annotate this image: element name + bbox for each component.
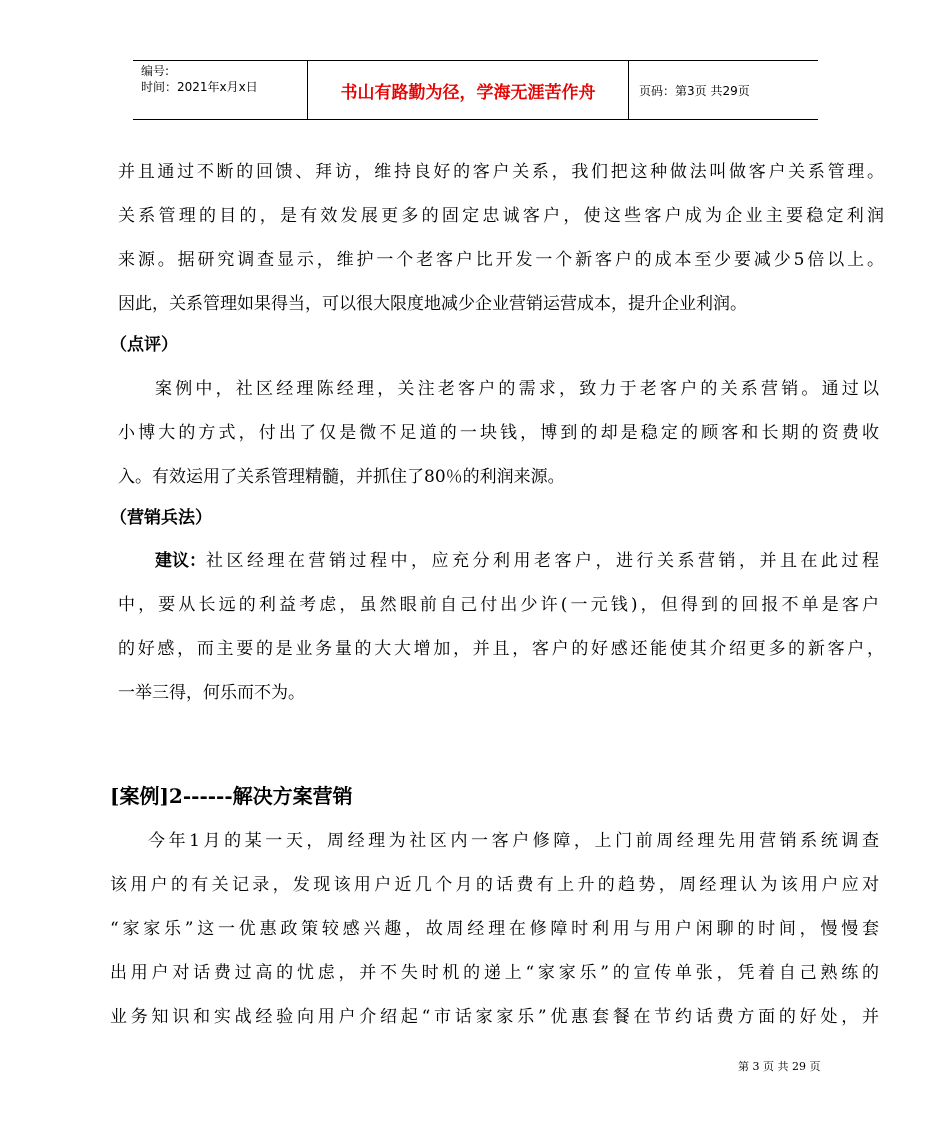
paragraph-line: 关系管理的目的，是有效发展更多的固定忠诚客户，使这些客户成为企业主要稳定利润 (118, 206, 884, 226)
review-line: 入。有效运用了关系管理精髓，并抓住了80％的利润来源。 (118, 467, 565, 487)
page-header (133, 60, 818, 120)
suggestion-first-line (155, 546, 879, 571)
time-label: 时间：2021年x月x日 (141, 80, 258, 94)
suggestion-line: 一举三得，何乐而不为。 (118, 683, 305, 703)
page-footer: 第 3 页 共 29 页 (738, 1060, 821, 1073)
tactics-heading: （营销兵法） (110, 508, 212, 528)
header-motto: 书山有路勤为径，学海无涯苦作舟 (307, 61, 629, 119)
paragraph-line: 来源。据研究调查显示，维护一个老客户比开发一个新客户的成本至少要减少5倍以上。 (118, 250, 884, 270)
case-line: 业务知识和实战经验向用户介绍起“市话家家乐”优惠套餐在节约话费方面的好处，并 (110, 1007, 879, 1027)
paragraph-line: 并且通过不断的回馈、拜访，维持良好的客户关系，我们把这种做法叫做客户关系管理。 (118, 162, 884, 182)
case-title: [案例]2------解决方案营销 (110, 784, 353, 808)
case-line: 出用户对话费过高的忧虑，并不失时机的递上“家家乐”的宣传单张，凭着自己熟练的 (110, 963, 879, 983)
case-line: 该用户的有关记录，发现该用户近几个月的话费有上升的趋势，周经理认为该用户应对 (110, 875, 879, 895)
suggestion-line: 的好感，而主要的是业务量的大大增加，并且，客户的好感还能使其介绍更多的新客户， (118, 639, 884, 659)
header-page-code: 页码：第3页 共29页 (639, 83, 750, 98)
number-label: 编号: (141, 64, 170, 78)
case-line: “家家乐”这一优惠政策较感兴趣，故周经理在修障时利用与用户闲聊的时间，慢慢套 (110, 919, 879, 939)
header-meta (141, 63, 258, 95)
review-heading: （点评） (110, 335, 178, 355)
paragraph-line: 因此，关系管理如果得当，可以很大限度地减少企业营销运营成本，提升企业利润。 (118, 294, 747, 314)
suggestion-line: 中，要从长远的利益考虑，虽然眼前自己付出少许(一元钱)，但得到的回报不单是客户 (118, 595, 879, 615)
review-line: 案例中，社区经理陈经理，关注老客户的需求，致力于老客户的关系营销。通过以 (155, 379, 879, 399)
suggestion-line: 社区经理在营销过程中，应充分利用老客户，进行关系营销，并且在此过程 (206, 551, 879, 571)
review-line: 小博大的方式，付出了仅是微不足道的一块钱，博到的却是稳定的顾客和长期的资费收 (118, 423, 879, 443)
suggestion-label: 建议： (155, 551, 206, 571)
case-line: 今年1月的某一天，周经理为社区内一客户修障，上门前周经理先用营销系统调查 (148, 831, 879, 851)
